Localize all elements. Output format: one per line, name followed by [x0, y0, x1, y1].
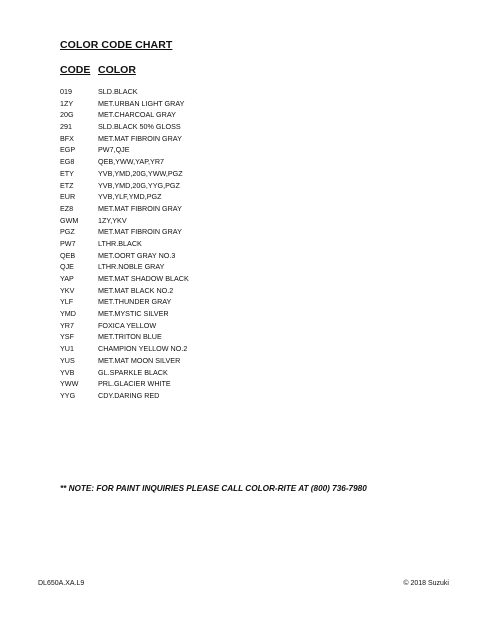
- row-color: MET.MAT MOON SILVER: [98, 355, 181, 365]
- row-code: QEB: [60, 250, 76, 260]
- row-color: MET.CHARCOAL GRAY: [98, 110, 176, 120]
- row-color: YVB,YLF,YMD,PGZ: [98, 192, 162, 202]
- table-row: [60, 343, 320, 355]
- row-code: YYG: [60, 390, 76, 400]
- row-color: MET.MAT FIBROIN GRAY: [98, 133, 182, 143]
- table-row: [60, 355, 320, 367]
- row-code: 1ZY: [60, 98, 74, 108]
- table-row: [60, 226, 320, 238]
- row-color: MET.MAT BLACK NO.2: [98, 285, 174, 295]
- row-color: CHAMPION YELLOW NO.2: [98, 344, 188, 354]
- copyright-footer: © 2018 Suzuki: [403, 580, 449, 587]
- row-code: QJE: [60, 262, 74, 272]
- row-code: YU1: [60, 344, 74, 354]
- row-color: PW7,QJE: [98, 145, 130, 155]
- row-color: MET.OORT GRAY NO.3: [98, 250, 176, 260]
- table-row: [60, 261, 320, 273]
- table-row: [60, 168, 320, 180]
- row-code: YR7: [60, 320, 74, 330]
- table-row: [60, 390, 320, 402]
- row-code: YKV: [60, 285, 75, 295]
- row-color: QEB,YWW,YAP,YR7: [98, 157, 165, 167]
- row-color: MET.URBAN LIGHT GRAY: [98, 98, 185, 108]
- table-row: [60, 98, 320, 110]
- row-code: 019: [60, 87, 72, 96]
- row-code: EG8: [60, 157, 75, 167]
- table-row: [60, 86, 320, 98]
- row-code: BFX: [60, 133, 74, 143]
- row-code: ETZ: [60, 180, 74, 190]
- row-code: EGP: [60, 145, 76, 155]
- row-code: 291: [60, 122, 72, 132]
- row-color: YVB,YMD,20G,YWW,PGZ: [98, 168, 183, 178]
- table-row: [60, 191, 320, 203]
- table-row: [60, 109, 320, 121]
- row-color: 1ZY,YKV: [98, 215, 127, 225]
- table-row: [60, 308, 320, 320]
- table-row: [60, 156, 320, 168]
- row-color: SLD.BLACK: [98, 87, 138, 96]
- column-header-code: CODE: [60, 64, 91, 76]
- table-row: [60, 273, 320, 285]
- row-code: YAP: [60, 274, 74, 283]
- row-color: MET.MAT SHADOW BLACK: [98, 274, 189, 283]
- row-color: MET.MAT FIBROIN GRAY: [98, 203, 182, 213]
- table-row: [60, 296, 320, 308]
- table-row: [60, 320, 320, 332]
- row-color: SLD.BLACK 50% GLOSS: [98, 122, 181, 132]
- row-color: PRL.GLACIER WHITE: [98, 379, 171, 389]
- row-code: 20G: [60, 110, 74, 120]
- row-code: GWM: [60, 215, 79, 225]
- table-row: [60, 238, 320, 250]
- row-code: EZ8: [60, 203, 74, 213]
- document-code-footer: DL650A.XA.L9: [38, 580, 85, 587]
- row-code: YMD: [60, 309, 76, 319]
- column-header-color: COLOR: [98, 64, 136, 76]
- row-color: MET.TRITON BLUE: [98, 332, 162, 342]
- row-code: YSF: [60, 332, 74, 342]
- paint-inquiry-note: ** NOTE: FOR PAINT INQUIRIES PLEASE CALL COLOR-RITE AT (800) 736-7980: [60, 484, 367, 493]
- table-row: [60, 331, 320, 343]
- table-row: [60, 367, 320, 379]
- row-code: EUR: [60, 192, 76, 202]
- row-code: PGZ: [60, 227, 75, 237]
- row-color: LTHR.BLACK: [98, 238, 142, 248]
- table-row: [60, 180, 320, 192]
- row-color: MET.MYSTIC SILVER: [98, 309, 169, 319]
- row-color: CDY.DARING RED: [98, 390, 160, 400]
- table-row: [60, 121, 320, 133]
- row-code: YUS: [60, 355, 75, 365]
- row-code: YLF: [60, 297, 74, 307]
- row-color: FOXICA YELLOW: [98, 320, 157, 330]
- row-color: MET.MAT FIBROIN GRAY: [98, 227, 182, 237]
- table-row: [60, 144, 320, 156]
- row-color: GL.SPARKLE BLACK: [98, 367, 168, 377]
- row-color: LTHR.NOBLE GRAY: [98, 262, 165, 272]
- row-code: PW7: [60, 238, 76, 248]
- row-color: MET.THUNDER GRAY: [98, 297, 172, 307]
- row-code: ETY: [60, 168, 74, 178]
- table-row: [60, 215, 320, 227]
- table-row: [60, 378, 320, 390]
- table-row: [60, 285, 320, 297]
- table-row: [60, 203, 320, 215]
- page-title: COLOR CODE CHART: [60, 39, 173, 51]
- row-code: YWW: [60, 379, 79, 389]
- color-code-table: [60, 86, 320, 402]
- table-row: [60, 250, 320, 262]
- row-color: YVB,YMD,20G,YYG,PGZ: [98, 180, 180, 190]
- row-code: YVB: [60, 367, 75, 377]
- table-row: [60, 133, 320, 145]
